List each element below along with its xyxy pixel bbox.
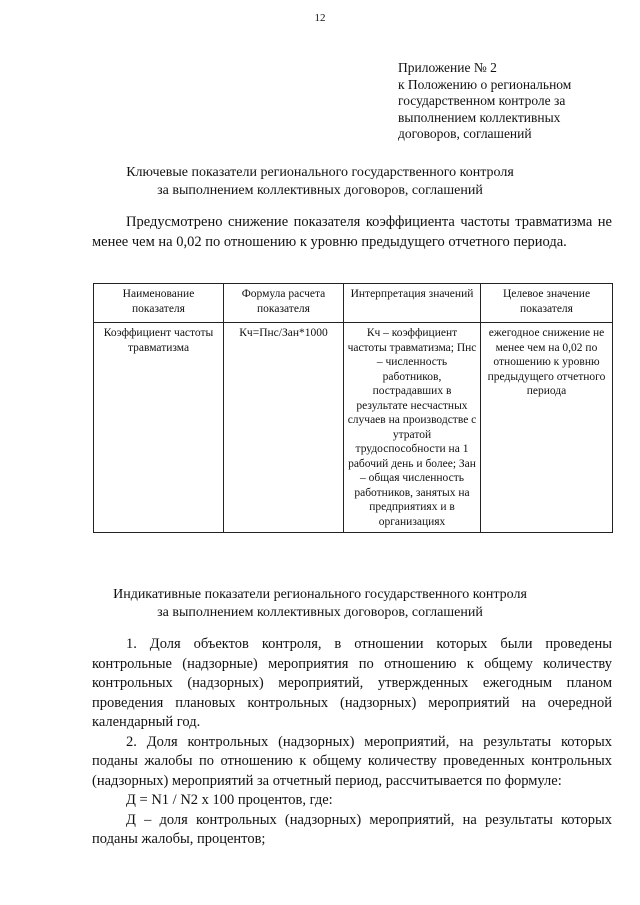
table-row [94,323,613,533]
formula-cell: Кч=Пнс/Зан*1000 [224,323,344,533]
item-paragraph: 2. Доля контрольных (надзорных) мероприятий, на результаты которых поданы жалобы по отношению к общему количеству проведенных контрольных (надзорных) мероприятий за отчетный период, рассчитывается по формуле: [92,733,612,789]
appendix-line: Приложение № 2 [398,60,497,75]
header-cell: Формула расчета показателя [224,284,344,323]
definition-paragraph: Д – доля контрольных (надзорных) мероприятий, на результаты которых поданы жалобы, процентов; [92,811,612,847]
indicator-name-cell: Коэффициент частоты травматизма [94,323,224,533]
title-line: за выполнением коллективных договоров, соглашений [157,605,483,620]
title-line: Ключевые показатели регионального государственного контроля [126,165,514,180]
intro-paragraph [92,213,612,252]
header-cell: Целевое значение показателя [481,284,613,323]
appendix-line: к Положению о региональном [398,76,572,92]
key-indicators-title [100,164,540,200]
formula-line: Д = N1 / N2 х 100 процентов, где: [126,792,333,808]
title-line: Индикативные показатели регионального государственного контроля [113,587,527,602]
intro-text: Предусмотрено снижение показателя коэффициента частоты травматизма не менее чем на 0,02 по отношению к уровню предыдущего отчетного периода. [92,214,612,250]
appendix-block [398,60,628,143]
table-header-row [94,284,613,323]
header-cell: Наименование показателя [94,284,224,323]
header-cell: Интерпретация значений [344,284,481,323]
item-paragraph: 1. Доля объектов контроля, в отношении которых были проведены контрольные (надзорные) мероприятия по отношению к общему количеству контрольных (надзорных) мероприятий, утвержденных ежегодным планом проведения плановых контрольных (надзорных) мероприятий на очередной календарный год. [92,636,612,730]
indicative-body [92,635,612,850]
page-number: 12 [314,12,326,24]
title-line: за выполнением коллективных договоров, соглашений [157,183,483,198]
target-value-cell: ежегодное снижение не менее чем на 0,02 по отношению к уровню предыдущего отчетного периода [481,323,613,533]
appendix-line: государственном контроле за [398,93,566,108]
appendix-line: договоров, соглашений [398,126,532,141]
indicative-indicators-title [100,586,540,622]
interpretation-cell: Кч – коэффициент частоты травматизма; Пнс – численность работников, пострадавших в результате несчастных случаев на производстве с утратой трудоспособности на 1 рабочий день и более; Зан – общая численность работников, занятых на предприятиях и в организациях [344,323,481,533]
appendix-line: выполнением коллективных [398,109,561,125]
key-indicators-table [93,283,613,533]
